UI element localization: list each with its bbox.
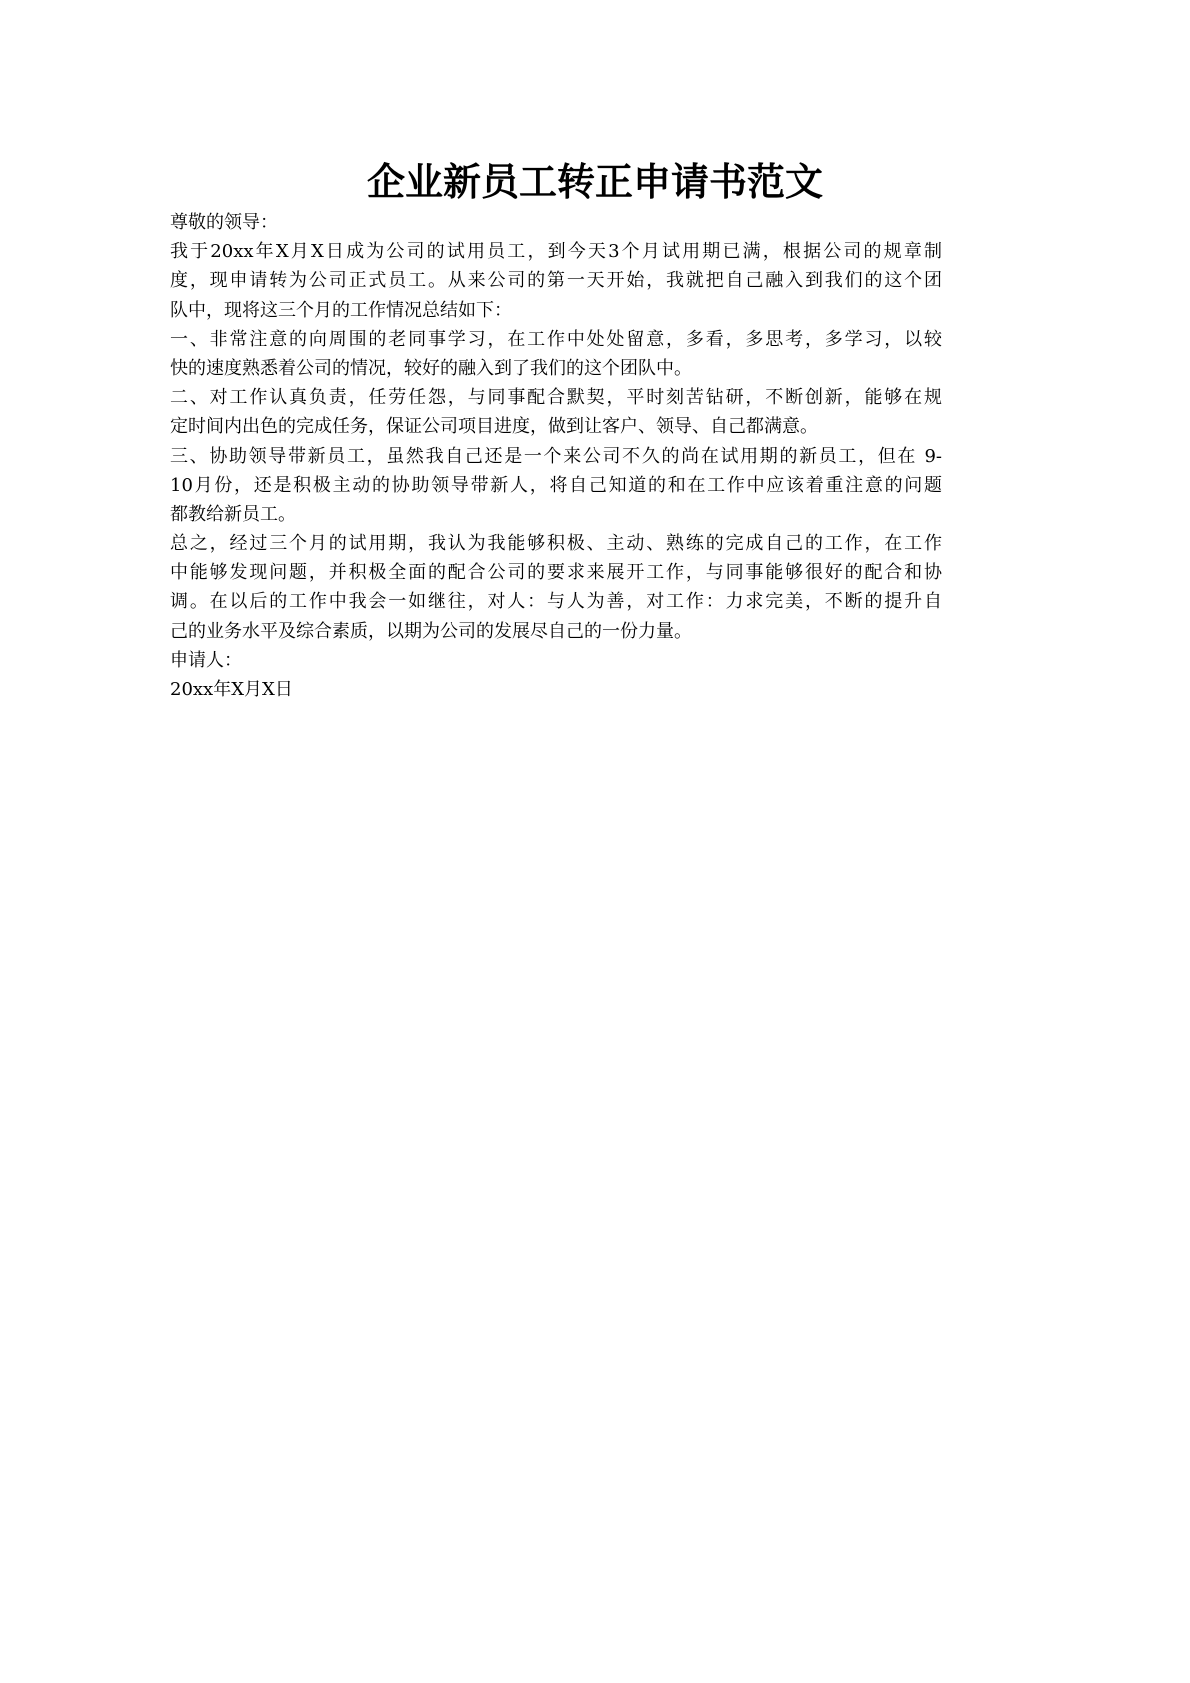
date-line: 20xx年X月X日	[170, 679, 293, 700]
text-line: 调。在以后的工作中我会一如继往，对人：与人为善，对工作：力求完美，不断的提升自	[170, 591, 942, 613]
paragraph-1	[170, 237, 942, 325]
paragraph-5	[170, 529, 942, 646]
text-line: 二、对工作认真负责，任劳任怨，与同事配合默契，平时刻苦钻研，不断创新，能够在规	[170, 387, 942, 409]
text-line: 一、非常注意的向周围的老同事学习，在工作中处处留意，多看，多思考，多学习，以较	[170, 328, 942, 350]
text-line: 定时间内出色的完成任务，保证公司项目进度，做到让客户、领导、自己都满意。	[170, 416, 818, 438]
text-line: 都教给新员工。	[170, 503, 296, 525]
applicant-label: 申请人：	[170, 649, 242, 671]
text-line: 己的业务水平及综合素质，以期为公司的发展尽自己的一份力量。	[170, 620, 692, 642]
paragraph-2	[170, 325, 942, 383]
text-line: 队中，现将这三个月的工作情况总结如下：	[170, 299, 512, 321]
text-line: 三、协助领导带新员工，虽然我自己还是一个来公司不久的尚在试用期的新员工，但在 9-	[170, 445, 942, 467]
salutation: 尊敬的领导：	[170, 212, 278, 233]
text-line: 度，现申请转为公司正式员工。从来公司的第一天开始，我就把自己融入到我们的这个团	[170, 270, 942, 292]
paragraph-3	[170, 383, 942, 441]
text-line: 10月份，还是积极主动的协助领导带新人，将自己知道的和在工作中应该着重注意的问题	[170, 474, 942, 496]
paragraph-4	[170, 442, 942, 530]
document-title: 企业新员工转正申请书范文	[366, 159, 823, 204]
document-body	[170, 208, 942, 704]
text-line: 快的速度熟悉着公司的情况，较好的融入到了我们的这个团队中。	[170, 357, 692, 379]
text-line: 我于20xx年X月X日成为公司的试用员工，到今天3个月试用期已满，根据公司的规章制	[170, 241, 942, 263]
text-line: 中能够发现问题，并积极全面的配合公司的要求来展开工作，与同事能够很好的配合和协	[170, 562, 942, 584]
text-line: 总之，经过三个月的试用期，我认为我能够积极、主动、熟练的完成自己的工作，在工作	[170, 533, 942, 555]
